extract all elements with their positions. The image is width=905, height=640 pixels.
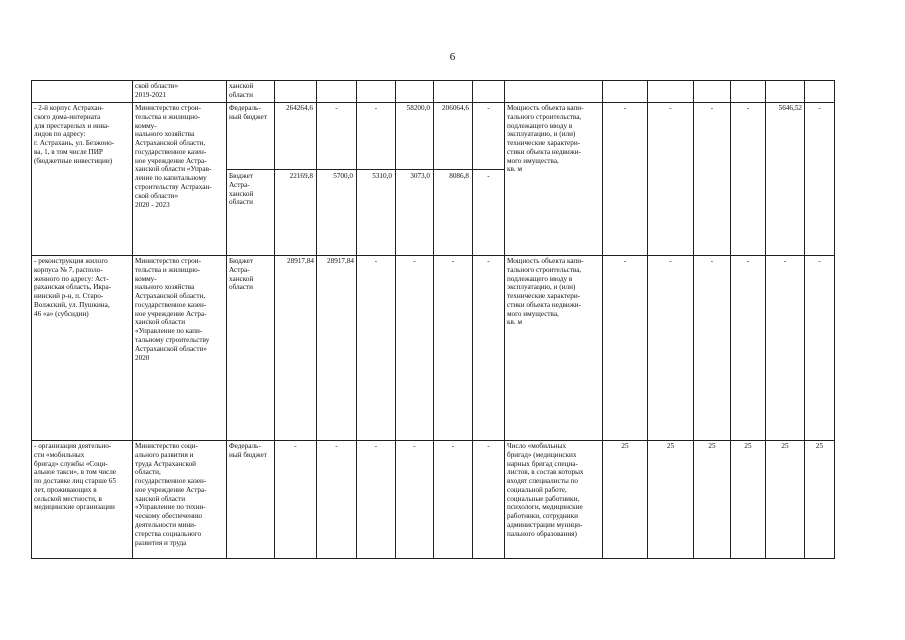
amount-total-cell: - <box>275 441 317 559</box>
target-cell: - <box>694 103 731 256</box>
target-cell: - <box>694 256 731 441</box>
target-cell: - <box>731 256 766 441</box>
target-cell <box>805 81 835 103</box>
target-cell: - <box>766 256 805 441</box>
target-cell: - <box>648 103 694 256</box>
target-cell <box>731 81 766 103</box>
executor-cell: Министерство строи- тельства и жилищно- комму- нального хозяйства Астраханской области, государственное казен- ное учреждение Астра- ханской области «Управление по капи- тальному строительству Астраханской области» 2020 <box>133 256 227 441</box>
measure-name-cell: - реконструкция жилого корпуса № 7, располо- женного по адресу: Аст- раханская область, Икра- нинский р-н, п. Старо- Волжский, ул. Пушкина, 46 «а» (субсидии) <box>32 256 133 441</box>
executor-cell: ской области» 2019-2021 <box>133 81 227 103</box>
target-cell: 25 <box>805 441 835 559</box>
funding-source-cell: Федераль- ный бюджет <box>227 441 275 559</box>
amount-cell <box>396 103 434 256</box>
table-row <box>32 441 835 559</box>
amount-value: 206064,6 <box>442 104 469 112</box>
funding-source-regional: Бюджет Астра- ханской области <box>227 169 274 207</box>
amount-cell <box>317 103 357 256</box>
measure-name-cell: - организация деятельно- сти «мобильных бригад» службы «Соци- альное такси», в том числе по доставке лиц старше 65 лет, проживающих в сельской местности, в медицинские организации <box>32 441 133 559</box>
funding-source-cell <box>227 103 275 256</box>
target-cell: 25 <box>648 441 694 559</box>
amount-cell: - <box>473 256 505 441</box>
amount-cell: - <box>434 441 473 559</box>
amount-cell <box>473 81 505 103</box>
target-cell: - <box>603 103 648 256</box>
target-cell: 25 <box>694 441 731 559</box>
amount-value: 3073,0 <box>396 169 433 181</box>
amount-cell: - <box>396 256 434 441</box>
amount-value: 58200,0 <box>406 104 430 112</box>
amount-cell: - <box>434 256 473 441</box>
target-cell: 25 <box>766 441 805 559</box>
target-cell: 25 <box>731 441 766 559</box>
measure-name-cell <box>32 81 133 103</box>
amount-cell <box>434 103 473 256</box>
executor-cell: Министерство строи- тельства и жилищно- комму- нального хозяйства Астраханской области, государственное казен- ное учреждение Астра- ханской области «Управ- ление по капитальному строительству Астрахан- ской области» 2020 - 2023 <box>133 103 227 256</box>
amount-cell: - <box>357 441 396 559</box>
amount-cell <box>357 103 396 256</box>
amount-cell <box>473 103 505 256</box>
amount-cell: - <box>357 256 396 441</box>
amount-value: 5700,0 <box>317 169 356 181</box>
amount-total-cell <box>275 103 317 256</box>
target-cell <box>766 81 805 103</box>
amount-value: - <box>487 104 490 112</box>
indicator-cell: Мощность объекта капи- тального строительства, подлежащего вводу в эксплуатацию, и (или) технические характери- стики объекта недвижи- мого имущества, кв. м <box>505 256 603 441</box>
table-row <box>32 81 835 103</box>
indicator-cell <box>505 81 603 103</box>
amount-value: 5310,0 <box>357 169 395 181</box>
amount-cell <box>434 81 473 103</box>
target-cell: - <box>731 103 766 256</box>
table-row <box>32 103 835 256</box>
measure-name-cell: - 2-й корпус Астрахан- ского дома-интерната для престарелых и инва- лидов по адресу: г. Астрахань, ул. Безжоно- ва, 1, в том числе ПИР (бюджетные инвестиции) <box>32 103 133 256</box>
target-cell: 25 <box>603 441 648 559</box>
target-cell <box>694 81 731 103</box>
amount-value: - <box>374 104 378 112</box>
indicator-cell: Мощность объекта капи- тального строительства, подлежащего вводу в эксплуатацию, и (или) технические характери- стики объекта недвижи- мого имущества, кв. м <box>505 103 603 256</box>
indicator-cell: Число «мобильных бригад» (медицинских нарных бригад специа- листов, в состав которых входят специалисты по социальной работе, социальные работники, психологи, медицинские работники, сотрудники администрации муници- пального образования) <box>505 441 603 559</box>
table-row <box>32 256 835 441</box>
amount-value: - <box>335 104 338 112</box>
page-number: 6 <box>449 51 456 63</box>
amount-value: 22169,8 <box>275 169 316 181</box>
amount-cell: - <box>473 441 505 559</box>
amount-value: 8086,8 <box>434 169 472 181</box>
amount-value: 264264,6 <box>286 104 313 112</box>
target-cell: - <box>805 256 835 441</box>
funding-source-cell: ханской области <box>227 81 275 103</box>
amount-cell <box>396 81 434 103</box>
amount-cell: - <box>396 441 434 559</box>
amount-cell: - <box>317 441 357 559</box>
target-cell: - <box>603 256 648 441</box>
target-cell: 5646,52 <box>766 103 805 256</box>
funding-source-federal: Федераль- ный бюджет <box>229 104 267 121</box>
target-cell <box>603 81 648 103</box>
executor-cell: Министерство соци- ального развития и труда Астраханской области, государственное казен- ное учреждение Астра- ханской области «Управление по техни- ческому обеспечению деятельности мини- стерства социального развития и труда <box>133 441 227 559</box>
program-table <box>31 80 835 559</box>
amount-value: - <box>473 169 504 181</box>
amount-cell <box>317 81 357 103</box>
target-cell <box>648 81 694 103</box>
amount-cell <box>357 81 396 103</box>
target-cell: - <box>648 256 694 441</box>
amount-total-cell: 28917,84 <box>275 256 317 441</box>
funding-source-cell: Бюджет Астра- ханской области <box>227 256 275 441</box>
amount-total-cell <box>275 81 317 103</box>
target-cell: - <box>805 103 835 256</box>
amount-cell: 28917,84 <box>317 256 357 441</box>
